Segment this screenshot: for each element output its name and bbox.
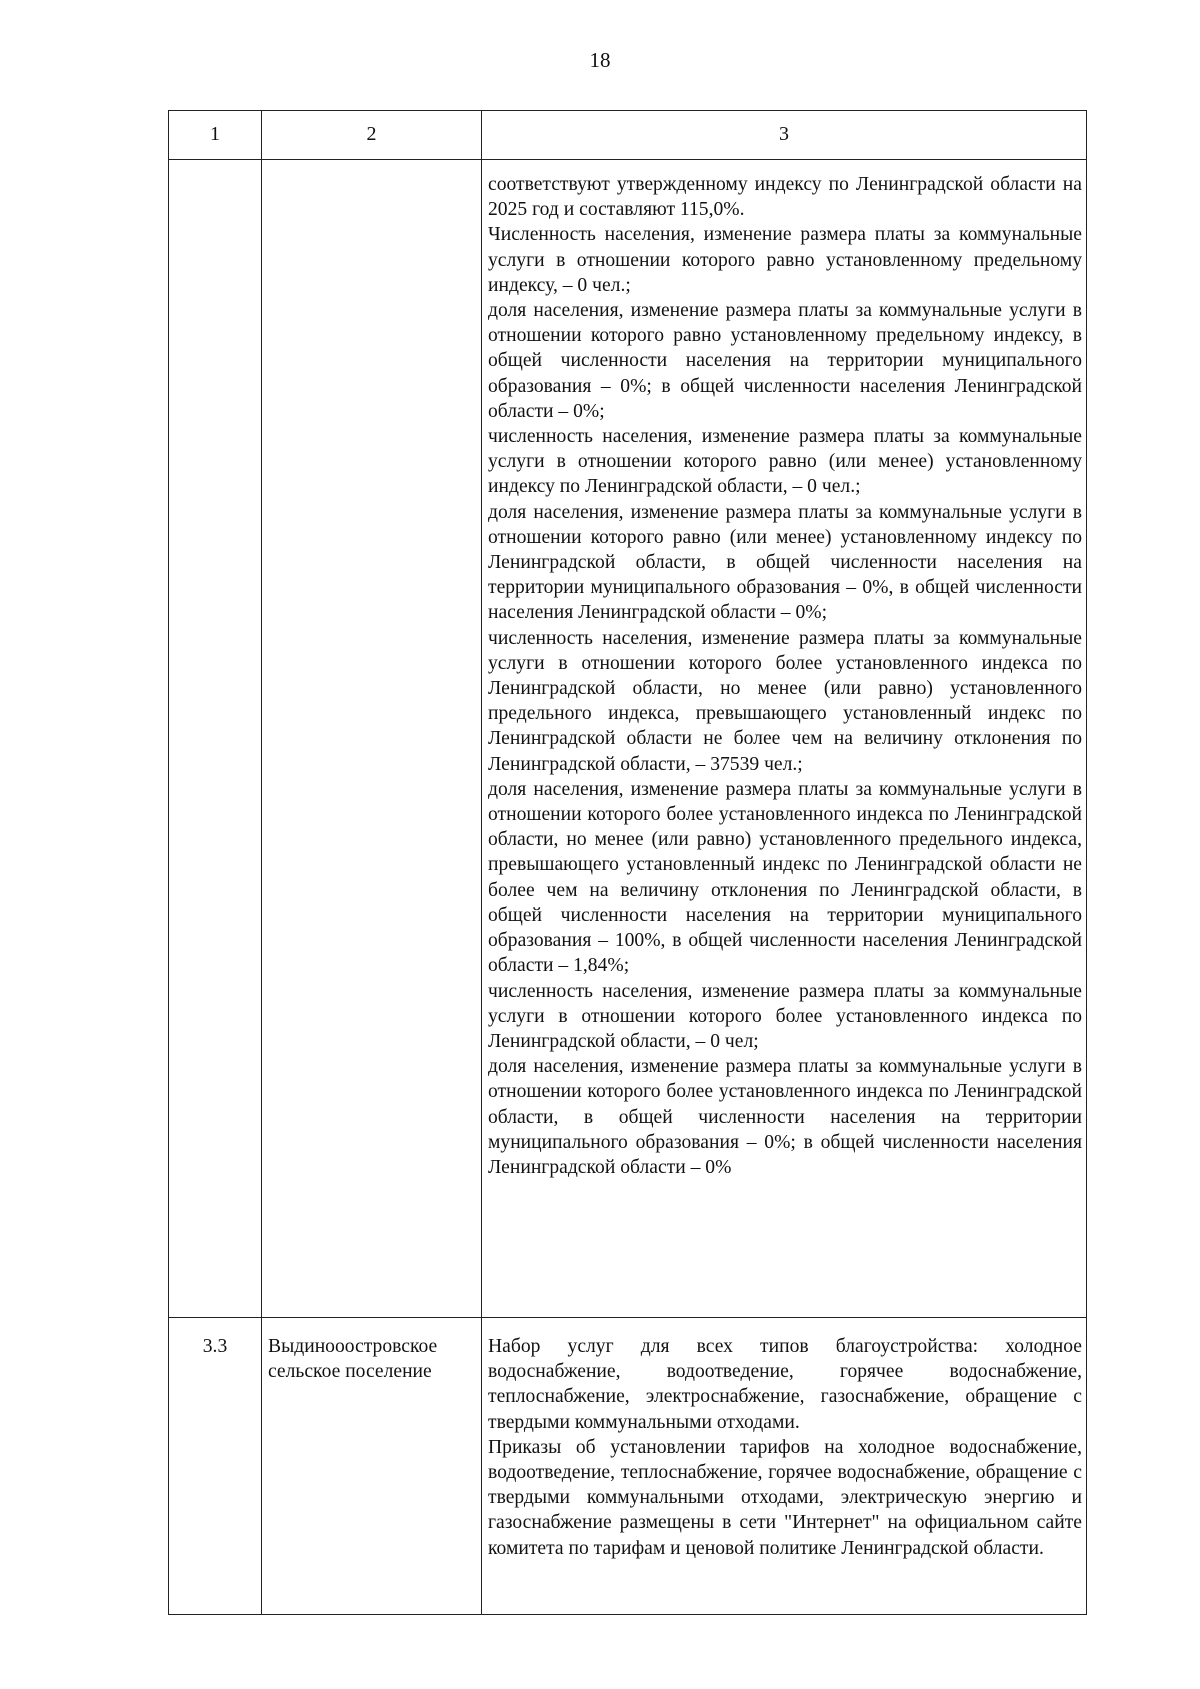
column-header-3: 3 [482,111,1087,160]
description-paragraph: Набор услуг для всех типов благоустройства: холодное водоснабжение, водоотведение, горячее водоснабжение, теплоснабжение, электроснабжение, газоснабжение, обращение с твердыми коммунальными отходами. [488,1336,1082,1433]
description-paragraph: численность населения, изменение размера платы за коммунальные услуги в отношении которого более установленного индекса по Ленинградской области, но менее (или равно) установленного предельного индекса, превышающего установленный индекс по Ленинградской области не более чем на величину отклонения по Ленинградской области, – 37539 чел.; [488,627,1082,775]
table-header-row [169,111,1087,160]
description-paragraph: доля населения, изменение размера платы за коммунальные услуги в отношении которого равно установленному предельному индексу, в общей численности населения на территории муниципального образования – 0%; в общей численности населения Ленинградской области – 0%; [488,300,1082,422]
row-number-cell [169,160,262,1318]
description-paragraph: Численность населения, изменение размера платы за коммунальные услуги в отношении которого равно установленному предельному индексу, – 0 чел.; [488,224,1082,296]
description-paragraph: численность населения, изменение размера платы за коммунальные услуги в отношении которого более установленного индекса по Ленинградской области, – 0 чел; [488,980,1082,1052]
column-header-2: 2 [262,111,482,160]
description-paragraph: Приказы об установлении тарифов на холодное водоснабжение, водоотведение, теплоснабжение, горячее водоснабжение, обращение с твердыми коммунальными отходами, электрическую энергию и газоснабжение размещены в сети "Интернет" на официальном сайте комитета по тарифам и ценовой политике Ленинградской области. [488,1436,1082,1559]
description-paragraph: доля населения, изменение размера платы за коммунальные услуги в отношении которого равно (или менее) установленному индексу по Ленинградской области, в общей численности населения на территории муниципального образования – 0%, в общей численности населения Ленинградской области – 0%; [488,501,1082,624]
description-cell [482,160,1087,1318]
description-paragraph: соответствуют утвержденному индексу по Ленинградской области на 2025 год и составляют 115,0%. [488,174,1082,221]
table-row [169,1318,1087,1615]
row-number-cell: 3.3 [169,1318,262,1615]
description-paragraph: доля населения, изменение размера платы за коммунальные услуги в отношении которого более установленного индекса по Ленинградской области, в общей численности населения на территории муниципального образования – 0%; в общей численности населения Ленинградской области – 0% [488,1056,1082,1178]
table-row [169,160,1087,1318]
settlement-name-cell: Выдинооостровское сельское поселение [262,1318,482,1615]
description-paragraph: численность населения, изменение размера платы за коммунальные услуги в отношении которого равно (или менее) установленному индексу по Ленинградской области, – 0 чел.; [488,426,1082,498]
column-header-1: 1 [169,111,262,160]
description-cell [482,1318,1087,1615]
settlement-name-cell [262,160,482,1318]
document-table [168,110,1087,1615]
page-number: 18 [589,48,611,72]
description-paragraph: доля населения, изменение размера платы за коммунальные услуги в отношении которого более установленного индекса по Ленинградской области, но менее (или равно) установленного предельного индекса, превышающего установленный индекс по Ленинградской области не более чем на величину отклонения по Ленинградской области, в общей численности населения на территории муниципального образования – 100%, в общей численности населения Ленинградской области – 1,84%; [488,778,1082,977]
